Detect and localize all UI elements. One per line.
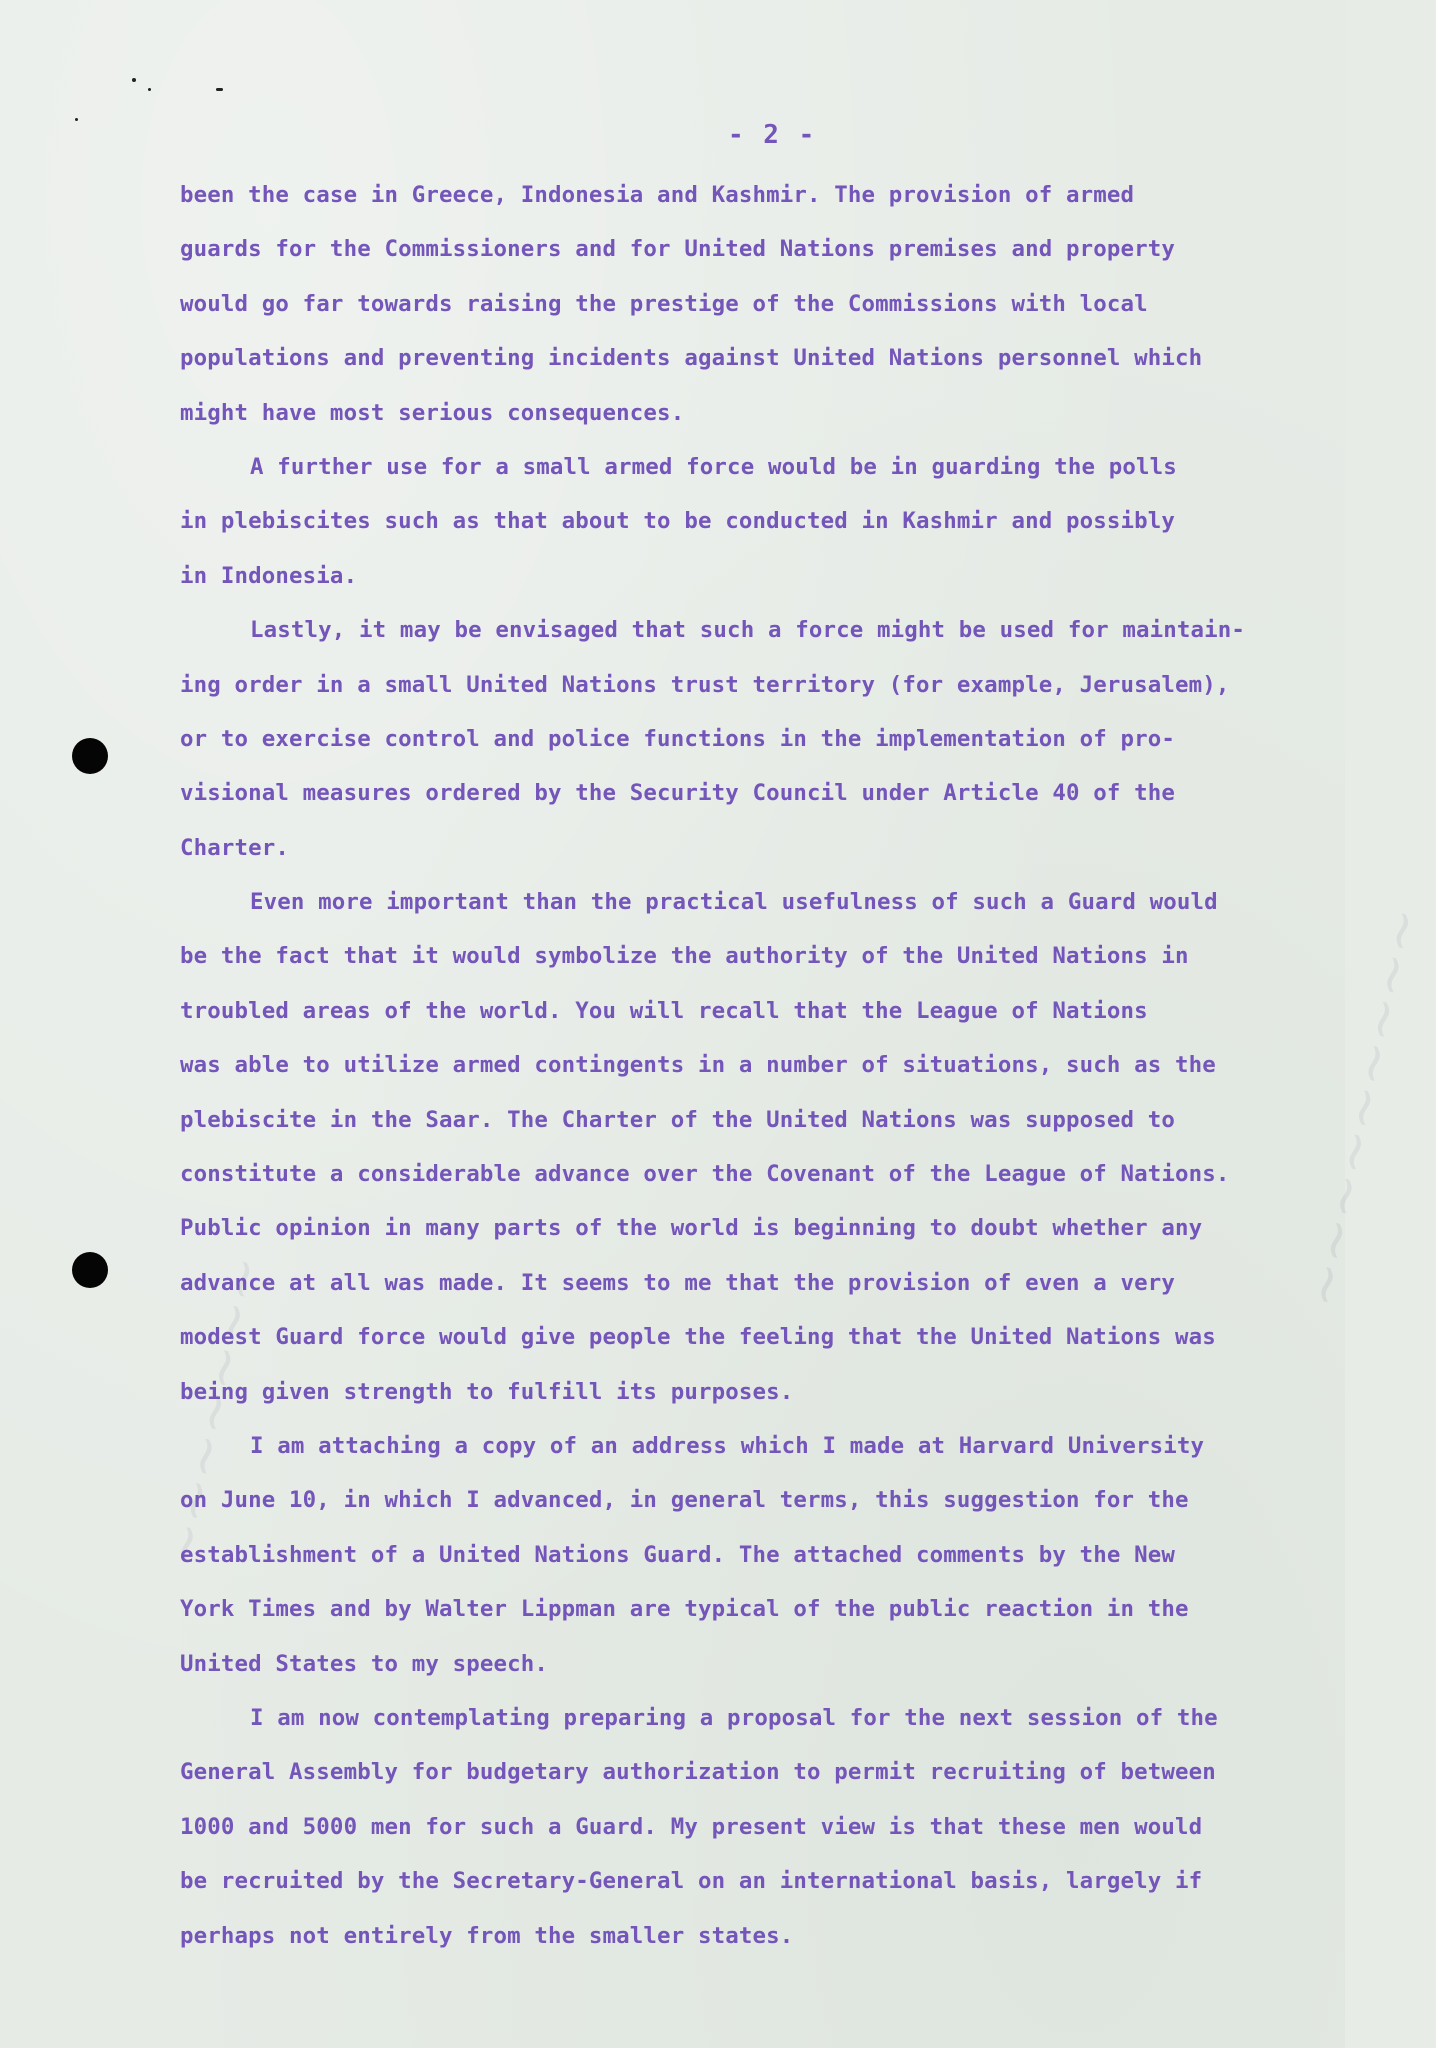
- text-line: ing order in a small United Nations trust territory (for example, Jerusalem),: [180, 671, 1230, 698]
- bleed-through-handwriting: ~~~~~~~: [150, 1250, 278, 1574]
- text-line: guards for the Commissioners and for United Nations premises and property: [180, 236, 1176, 263]
- text-line: York Times and by Walter Lippman are typical of the public reaction in the: [180, 1596, 1189, 1623]
- bleed-through-handwriting-right: ~~~~~~~~~: [1290, 901, 1436, 1314]
- text-line: would go far towards raising the prestige of the Commissions with local: [180, 290, 1148, 317]
- page-number: - 2 -: [728, 120, 817, 150]
- text-line: visional measures ordered by the Security Council under Article 40 of the: [180, 780, 1176, 807]
- text-line: 1000 and 5000 men for such a Guard. My present view is that these men would: [180, 1813, 1203, 1840]
- text-line: Even more important than the practical usefulness of such a Guard would: [250, 889, 1218, 916]
- paragraph: [180, 1419, 1240, 1691]
- text-line: establishment of a United Nations Guard. The attached comments by the New: [180, 1541, 1176, 1568]
- ink-speck: [132, 78, 136, 82]
- text-line: perhaps not entirely from the smaller states.: [180, 1922, 794, 1949]
- text-line: advance at all was made. It seems to me that the provision of even a very: [180, 1269, 1176, 1296]
- text-line: constitute a considerable advance over the Covenant of the League of Nations.: [180, 1161, 1230, 1188]
- text-line: in Indonesia.: [180, 562, 358, 589]
- text-line: I am attaching a copy of an address which I made at Harvard University: [250, 1432, 1205, 1459]
- text-line: United States to my speech.: [180, 1650, 549, 1677]
- punch-hole-bottom: [72, 1252, 108, 1288]
- text-line: be recruited by the Secretary-General on an international basis, largely if: [180, 1868, 1203, 1895]
- paragraph: [180, 440, 1240, 603]
- ink-speck: [148, 88, 151, 91]
- text-line: on June 10, in which I advanced, in general terms, this suggestion for the: [180, 1487, 1189, 1514]
- text-line: was able to utilize armed contingents in a number of situations, such as the: [180, 1052, 1216, 1079]
- text-line: been the case in Greece, Indonesia and Kashmir. The provision of armed: [180, 182, 1135, 208]
- text-line: being given strength to fulfill its purposes.: [180, 1378, 794, 1405]
- text-line: Public opinion in many parts of the world is beginning to doubt whether any: [180, 1215, 1203, 1242]
- text-line: Charter.: [180, 834, 290, 861]
- text-line: in plebiscites such as that about to be conducted in Kashmir and possibly: [180, 508, 1176, 535]
- punch-hole-top: [72, 738, 108, 774]
- text-line: might have most serious consequences.: [180, 399, 685, 426]
- text-line: be the fact that it would symbolize the authority of the United Nations in: [180, 943, 1189, 970]
- text-line: plebiscite in the Saar. The Charter of the United Nations was supposed to: [180, 1106, 1176, 1133]
- text-line: populations and preventing incidents against United Nations personnel which: [180, 345, 1203, 372]
- text-line: or to exercise control and police functions in the implementation of pro-: [180, 725, 1176, 752]
- text-line: General Assembly for budgetary authorization to permit recruiting of between: [180, 1759, 1216, 1786]
- paragraph: [180, 168, 1240, 440]
- typed-letter-body: [180, 168, 1246, 1963]
- paragraph: [180, 875, 1240, 1419]
- text-line: modest Guard force would give people the feeling that the United Nations was: [180, 1324, 1216, 1351]
- text-line: A further use for a small armed force would be in guarding the polls: [250, 453, 1177, 480]
- ink-speck: [75, 118, 78, 121]
- text-line: troubled areas of the world. You will recall that the League of Nations: [180, 997, 1148, 1024]
- paragraph: [180, 1691, 1240, 1963]
- paragraph: [180, 603, 1246, 875]
- ink-speck: [216, 88, 223, 91]
- text-line: Lastly, it may be envisaged that such a force might be used for maintain-: [250, 617, 1246, 644]
- text-line: I am now contemplating preparing a proposal for the next session of the: [250, 1704, 1218, 1731]
